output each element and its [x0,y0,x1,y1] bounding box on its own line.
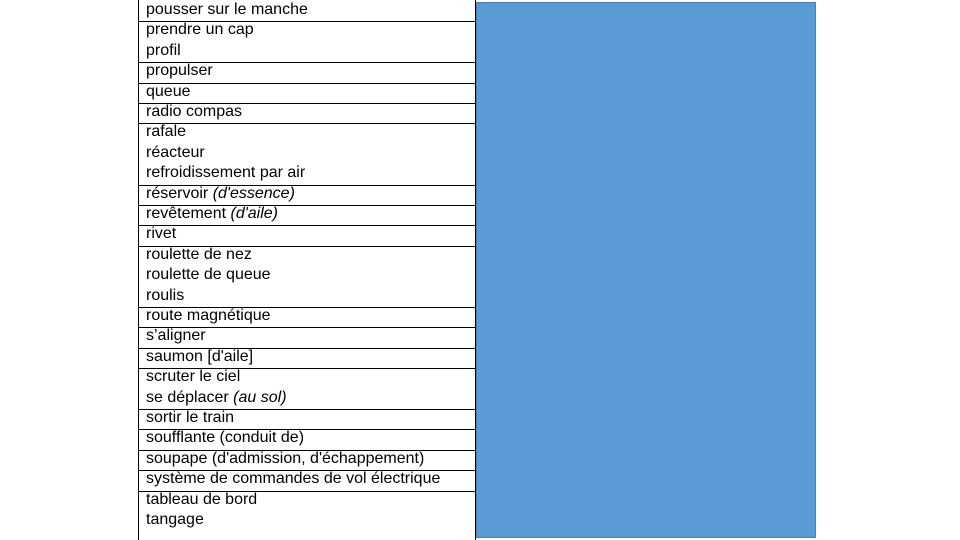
term-text [146,102,242,122]
term-note: (au sol) [233,388,287,406]
term-text [146,490,257,510]
term-label: tableau de bord [146,490,258,508]
table-row [139,124,475,185]
table-row [139,471,475,491]
table-row [139,328,475,348]
term-label: s’aligner [146,327,206,345]
term-text [146,326,206,346]
table-row [139,2,475,22]
term-text [146,20,254,40]
table-row [139,84,475,104]
term-text [146,143,205,163]
table-row [139,410,475,430]
term-text [146,224,176,244]
term-text [146,286,184,306]
term-label: réacteur [146,143,205,161]
term-text [146,122,186,142]
term-label: roulette de queue [146,266,271,284]
blue-panel [476,2,816,538]
term-label: pousser sur le manche [146,1,308,18]
table-row [139,63,475,83]
term-label: sortir le train [146,409,235,426]
table-row [139,369,475,410]
term-label: rivet [146,225,177,243]
term-label: roulis [146,286,185,304]
term-label: refroidissement par air [146,164,306,182]
term-text [146,428,304,448]
term-label: prendre un cap [146,21,254,39]
table-row [139,226,475,246]
term-text [146,510,204,530]
term-label: soufflante (conduit de) [146,429,305,447]
term-text [146,163,305,183]
term-text [146,449,424,469]
term-label: propulser [146,62,213,80]
table-row [139,247,475,308]
term-text [146,367,240,387]
term-text [146,0,308,20]
term-label: roulette de nez [146,245,252,263]
term-label: réservoir [146,184,213,202]
term-text [146,204,278,224]
term-text [146,245,252,265]
table-row [139,492,475,533]
term-note: (d'aile) [230,205,278,222]
table-row [139,349,475,369]
table-row [139,430,475,450]
term-text [146,347,253,367]
table-row [139,206,475,226]
term-text [146,306,271,326]
term-label: route magnétique [146,307,271,324]
term-label: rafale [146,123,187,141]
table-row [139,104,475,124]
term-text [146,469,440,489]
term-label: système de commandes de vol électrique [146,470,441,488]
table-row [139,22,475,63]
term-label: saumon [d'aile] [146,347,254,365]
term-text [146,82,191,102]
term-label: se déplacer [146,388,234,406]
term-note: (d'essence) [212,184,295,202]
glossary-table [138,0,476,540]
term-label: radio compas [146,103,243,120]
table-row [139,186,475,206]
table-row [139,308,475,328]
term-label: queue [146,82,191,100]
term-label: profil [146,41,181,59]
term-label: tangage [146,510,204,528]
term-label: revêtement [146,205,231,222]
term-text [146,388,287,408]
term-text [146,184,295,204]
term-text [146,265,271,285]
table-row [139,451,475,471]
term-text [146,41,181,61]
term-label: soupape (d'admission, d'échappement) [146,449,425,467]
term-text [146,408,234,428]
term-label: scruter le ciel [146,368,241,386]
term-text [146,61,213,81]
